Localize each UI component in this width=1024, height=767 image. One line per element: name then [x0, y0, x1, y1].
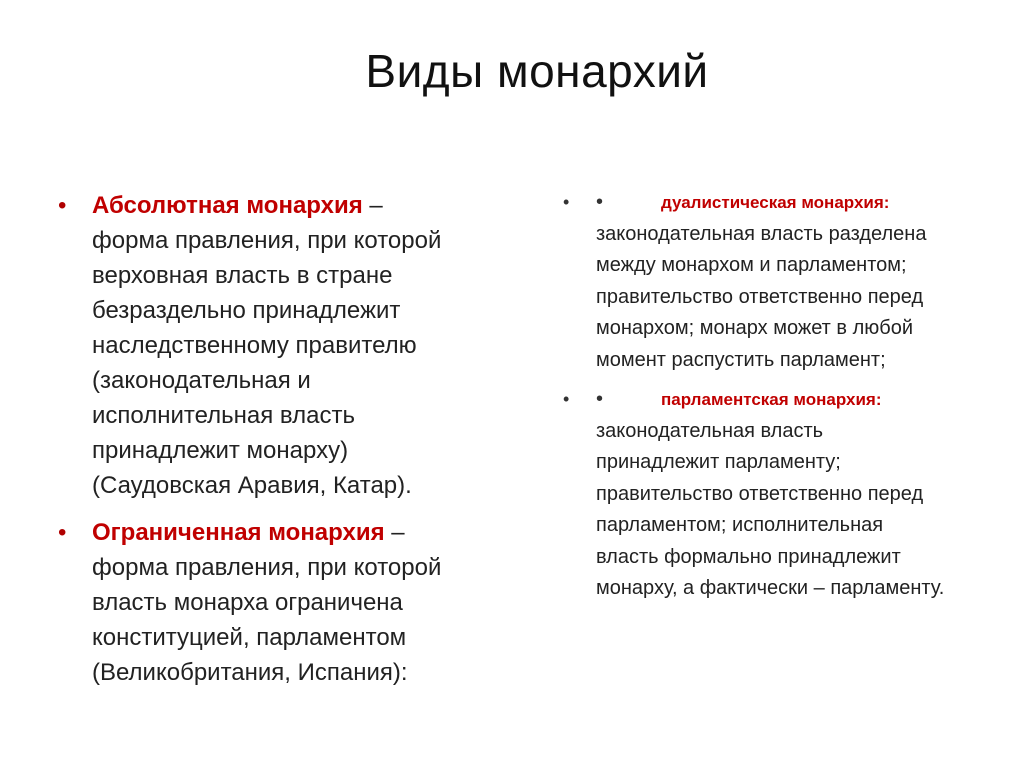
text-line: власть формально принадлежит — [596, 545, 901, 568]
slide-title: Виды монархий — [365, 45, 709, 97]
term-limited-monarchy: Ограниченная монархия — [92, 519, 385, 546]
term-dash: – — [362, 192, 383, 219]
left-column — [58, 188, 498, 690]
bullet-icon: • — [58, 192, 67, 219]
item-heading-line — [92, 515, 498, 550]
text-line: момент распустить парламент; — [596, 348, 886, 371]
right-column — [563, 187, 1013, 605]
text-line: (Саудовская Аравия, Катар). — [92, 472, 412, 499]
text-line: монархом; монарх может в любой — [596, 317, 914, 339]
text-line: принадлежит монарху) — [92, 437, 349, 464]
item-heading-line — [596, 384, 1013, 416]
bullet-icon: • — [58, 519, 67, 546]
text-line: принадлежит парламенту; — [596, 451, 841, 473]
term-dash: – — [384, 519, 405, 546]
text-line: правительство ответственно перед — [596, 285, 924, 308]
text-line: законодательная власть — [596, 419, 824, 442]
text-line: законодательная власть разделена — [596, 222, 927, 245]
term-parliamentary-monarchy: парламентская монархия: — [661, 390, 882, 409]
text-line: форма правления, при которой — [92, 227, 442, 254]
text-line: верховная власть в стране — [92, 262, 393, 289]
bullet-item-absolute-monarchy — [58, 188, 498, 503]
text-line: между монархом и парламентом; — [596, 254, 907, 276]
bullet-item-limited-monarchy — [58, 515, 498, 690]
bullet-item-parliamentary-monarchy — [563, 384, 1013, 605]
item-heading-line — [596, 187, 1013, 219]
text-line: парламентом; исполнительная — [596, 514, 884, 536]
inline-bullet-icon: • — [596, 388, 604, 410]
bullet-item-dualistic-monarchy — [563, 187, 1013, 376]
text-line: власть монарха ограничена — [92, 589, 403, 616]
text-line: наследственному правителю — [92, 332, 417, 359]
bullet-icon: • — [563, 389, 570, 409]
text-line: безраздельно принадлежит — [92, 297, 401, 324]
text-line: правительство ответственно перед — [596, 482, 924, 505]
text-line: (законодательная и — [92, 367, 311, 394]
text-line: конституцией, парламентом — [92, 624, 407, 651]
bullet-icon: • — [563, 192, 570, 212]
text-line: монарху, а фактически – парламенту. — [596, 577, 945, 599]
text-line: форма правления, при которой — [92, 554, 442, 581]
term-dualistic-monarchy: дуалистическая монархия: — [661, 193, 890, 212]
inline-bullet-icon: • — [596, 191, 604, 213]
text-line: (Великобритания, Испания): — [92, 659, 408, 686]
term-absolute-monarchy: Абсолютная монархия — [92, 192, 363, 219]
item-heading-line — [92, 188, 498, 223]
text-line: исполнительная власть — [92, 402, 355, 429]
